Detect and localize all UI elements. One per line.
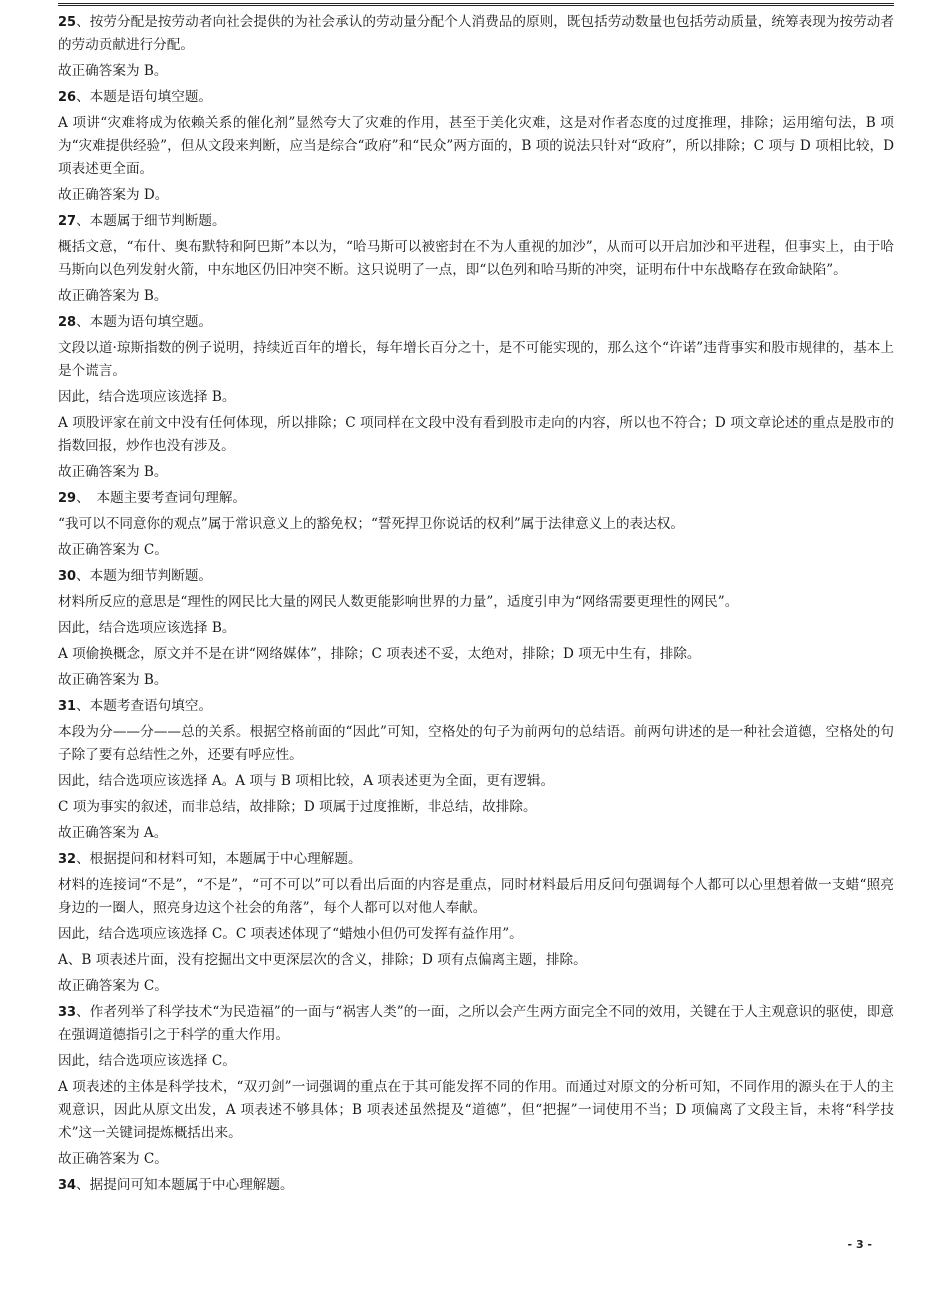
question-heading bbox=[58, 86, 894, 109]
paragraph-text: 、根据提问和材料可知，本题属于中心理解题。 bbox=[76, 851, 362, 867]
explanation-paragraph bbox=[58, 112, 894, 181]
paragraph-text: 、本题考查语句填空。 bbox=[76, 698, 213, 714]
explanation-paragraph bbox=[58, 1076, 894, 1145]
explanation-paragraph bbox=[58, 822, 894, 845]
paragraph-text: “我可以不同意你的观点”属于常识意义上的豁免权；“誓死捍卫你说话的权利”属于法律意义上的表达权。 bbox=[58, 516, 684, 532]
explanation-paragraph bbox=[58, 412, 894, 458]
question-number: 27 bbox=[58, 214, 77, 229]
question-heading bbox=[58, 695, 894, 718]
question-heading bbox=[58, 565, 894, 588]
paragraph-text: 故正确答案为 C。 bbox=[58, 1151, 168, 1167]
paragraph-text: 、本题是语句填空题。 bbox=[76, 89, 213, 105]
question-number: 28 bbox=[58, 315, 77, 330]
paragraph-text: 故正确答案为 C。 bbox=[58, 978, 168, 994]
question-heading bbox=[58, 210, 894, 233]
explanation-paragraph bbox=[58, 591, 894, 614]
explanation-paragraph bbox=[58, 539, 894, 562]
explanation-paragraph bbox=[58, 1050, 894, 1073]
paragraph-text: 材料的连接词“不是”，“不是”，“可不可以”可以看出后面的内容是重点，同时材料最后用反问句强调每个人都可以心里想着做一支蜡“照亮身边的一圈人，照亮身边这个社会的角落”，每个人都可以对他人奉献。 bbox=[58, 877, 894, 916]
explanation-paragraph bbox=[58, 721, 894, 767]
paragraph-text: 故正确答案为 A。 bbox=[58, 825, 168, 841]
paragraph-text: 、本题属于细节判断题。 bbox=[76, 213, 226, 229]
explanation-paragraph bbox=[58, 874, 894, 920]
explanation-paragraph bbox=[58, 669, 894, 692]
paragraph-text: 概括文意，“布什、奥布默特和阿巴斯”本以为，“哈马斯可以被密封在不为人重视的加沙”，从而可以开启加沙和平进程，但事实上，由于哈马斯向以色列发射火箭，中东地区仍旧冲突不断。这只说明了一点，即“以色列和哈马斯的冲突，证明布什中东战略存在致命缺陷”。 bbox=[58, 239, 894, 278]
question-heading bbox=[58, 1001, 894, 1047]
explanation-paragraph bbox=[58, 796, 894, 819]
question-heading bbox=[58, 848, 894, 871]
paragraph-text: 文段以道·琼斯指数的例子说明，持续近百年的增长，每年增长百分之十，是不可能实现的，那么这个“许诺”违背事实和股市规律的，基本上是个谎言。 bbox=[58, 340, 894, 379]
paragraph-text: 本段为分——分——总的关系。根据空格前面的“因此”可知，空格处的句子为前两句的总结语。前两句讲述的是一种社会道德，空格处的句子除了要有总结性之外，还要有呼应性。 bbox=[58, 724, 894, 763]
paragraph-text: A 项表述的主体是科学技术，“双刃剑”一词强调的重点在于其可能发挥不同的作用。而通过对原文的分析可知，不同作用的源头在于人的主观意识，因此从原文出发，A 项表述不够具体；B 项表述虽然提及“道德”，但“把握”一词使用不当；D 项偏离了文段主旨，未将“科学技术”这一关键词提炼概括出来。 bbox=[58, 1079, 894, 1141]
paragraph-text: 故正确答案为 B。 bbox=[58, 63, 168, 79]
page-number: - 3 - bbox=[847, 1238, 872, 1251]
paragraph-text: 因此，结合选项应该选择 B。 bbox=[58, 620, 236, 636]
paragraph-text: A 项偷换概念，原文并不是在讲“网络媒体”，排除；C 项表述不妥，太绝对，排除；D 项无中生有，排除。 bbox=[58, 646, 701, 662]
paragraph-text: 故正确答案为 D。 bbox=[58, 187, 169, 203]
paragraph-text: A、B 项表述片面，没有挖掘出文中更深层次的含义，排除；D 项有点偏离主题，排除。 bbox=[58, 952, 587, 968]
paragraph-text: 因此，结合选项应该选择 A。A 项与 B 项相比较，A 项表述更为全面，更有逻辑。 bbox=[58, 773, 555, 789]
explanation-paragraph bbox=[58, 643, 894, 666]
paragraph-text: 、 本题主要考查词句理解。 bbox=[76, 490, 247, 506]
paragraph-text: 、本题为语句填空题。 bbox=[76, 314, 213, 330]
question-number: 32 bbox=[58, 852, 77, 867]
explanation-paragraph bbox=[58, 770, 894, 793]
paragraph-text: 因此，结合选项应该选择 C。 bbox=[58, 1053, 236, 1069]
question-heading bbox=[58, 1174, 894, 1197]
question-number: 25 bbox=[58, 15, 77, 30]
question-heading bbox=[58, 487, 894, 510]
question-number: 30 bbox=[58, 569, 77, 584]
question-number: 33 bbox=[58, 1005, 77, 1020]
paragraph-text: 、据提问可知本题属于中心理解题。 bbox=[76, 1177, 294, 1193]
paragraph-text: 故正确答案为 C。 bbox=[58, 542, 168, 558]
paragraph-text: 、按劳分配是按劳动者向社会提供的为社会承认的劳动量分配个人消费品的原则，既包括劳动数量也包括劳动质量，统筹表现为按劳动者的劳动贡献进行分配。 bbox=[58, 14, 894, 53]
answer-explanations bbox=[58, 11, 894, 1200]
paragraph-text: 因此，结合选项应该选择 C。C 项表述体现了“蜡烛小但仍可发挥有益作用”。 bbox=[58, 926, 523, 942]
header-rule bbox=[58, 3, 894, 6]
question-number: 26 bbox=[58, 90, 77, 105]
paragraph-text: 故正确答案为 B。 bbox=[58, 672, 168, 688]
paragraph-text: A 项股评家在前文中没有任何体现，所以排除；C 项同样在文段中没有看到股市走向的内容，所以也不符合；D 项文章论述的重点是股市的指数回报，炒作也没有涉及。 bbox=[58, 415, 894, 454]
question-number: 31 bbox=[58, 699, 77, 714]
explanation-paragraph bbox=[58, 1148, 894, 1171]
question-number: 34 bbox=[58, 1178, 77, 1193]
paragraph-text: C 项为事实的叙述，而非总结，故排除；D 项属于过度推断，非总结，故排除。 bbox=[58, 799, 537, 815]
paragraph-text: 因此，结合选项应该选择 B。 bbox=[58, 389, 236, 405]
explanation-paragraph bbox=[58, 975, 894, 998]
explanation-paragraph bbox=[58, 60, 894, 83]
paragraph-text: 故正确答案为 B。 bbox=[58, 288, 168, 304]
explanation-paragraph bbox=[58, 236, 894, 282]
paragraph-text: 、本题为细节判断题。 bbox=[76, 568, 213, 584]
explanation-paragraph bbox=[58, 949, 894, 972]
paragraph-text: 、作者列举了科学技术“为民造福”的一面与“祸害人类”的一面，之所以会产生两方面完全不同的效用，关键在于人主观意识的驱使，即意在强调道德指引之于科学的重大作用。 bbox=[58, 1004, 894, 1043]
explanation-paragraph bbox=[58, 617, 894, 640]
question-heading bbox=[58, 11, 894, 57]
question-heading bbox=[58, 311, 894, 334]
explanation-paragraph bbox=[58, 285, 894, 308]
paragraph-text: 材料所反应的意思是“理性的网民比大量的网民人数更能影响世界的力量”，适度引申为“网络需要更理性的网民”。 bbox=[58, 594, 739, 610]
explanation-paragraph bbox=[58, 337, 894, 383]
explanation-paragraph bbox=[58, 184, 894, 207]
paragraph-text: A 项讲“灾难将成为依赖关系的催化剂”显然夸大了灾难的作用，甚至于美化灾难，这是对作者态度的过度推理，排除；运用缩句法，B 项为“灾难提供经验”，但从文段来判断，应当是综合“政府”和“民众”两方面的，B 项的说法只针对“政府”，所以排除；C 项与 D 项相比较，D 项表述更全面。 bbox=[58, 115, 894, 177]
question-number: 29 bbox=[58, 491, 77, 506]
explanation-paragraph bbox=[58, 923, 894, 946]
explanation-paragraph bbox=[58, 386, 894, 409]
explanation-paragraph bbox=[58, 461, 894, 484]
explanation-paragraph bbox=[58, 513, 894, 536]
paragraph-text: 故正确答案为 B。 bbox=[58, 464, 168, 480]
